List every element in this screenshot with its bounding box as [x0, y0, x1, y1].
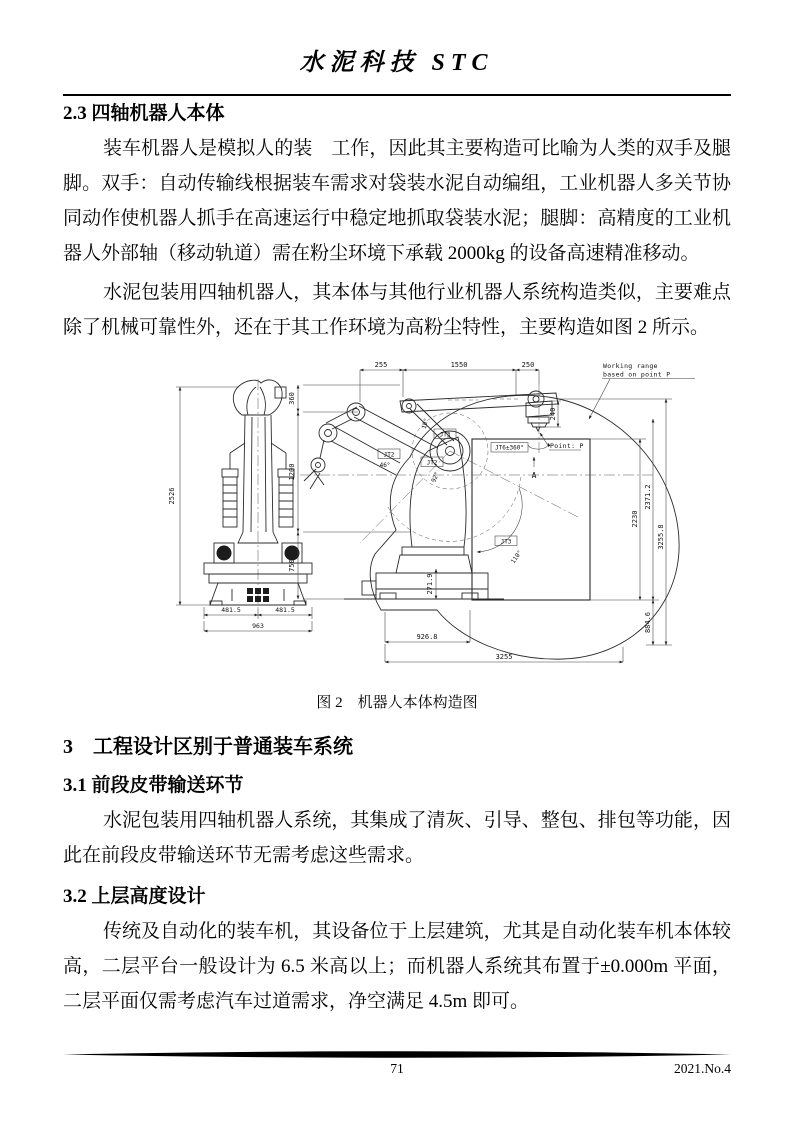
paragraph-2-3-a: 装车机器人是模拟人的装 工作，因此其主要构造可比喻为人类的双手及腿脚。双手：自动传输线根据装车需求对袋装水泥自动编组，工业机器人多关节协同动作使机器人抓手在高速运行中稳定地抓取袋装水泥；腿脚：高精度的工业机器人外部轴（移动轨道）需在粉尘环境下承载 2000kg 的设备高速精准移动。 [63, 138, 731, 264]
dim-top-250: 250 [521, 361, 535, 369]
section-heading-2-3: 2.3 四轴机器人本体 [63, 103, 225, 124]
dim-left-750: 750 [288, 559, 296, 572]
header-divider [63, 94, 731, 96]
dim-base-right: 481.5 [275, 606, 295, 614]
dim-right-884: 884.6 [644, 611, 652, 634]
label-jt2-right-angle: 92° [430, 470, 442, 484]
label-working-range-2: based on point P [603, 370, 671, 379]
footer-divider [63, 1051, 731, 1059]
dim-base-left: 481.5 [221, 606, 241, 614]
dim-left-1200: 1200 [288, 463, 296, 481]
label-jt3-top: JT3 [439, 431, 451, 439]
dim-top-1550: 1550 [450, 361, 468, 369]
dim-wrist-240: 240 [549, 407, 557, 421]
robot-front-view-drawing [204, 379, 312, 609]
label-jt3-lower: JT3 [500, 538, 512, 546]
issue-number: 2021.No.4 [674, 1061, 731, 1076]
dim-bottom-926: 926.8 [416, 633, 438, 641]
figure-2 [63, 357, 731, 687]
journal-title: 水泥科技 STC [299, 50, 494, 76]
section-heading-3-2: 3.2 上层高度设计 [63, 886, 206, 907]
dim-right-3255-8: 3255.8 [657, 524, 665, 550]
label-jt2-right: JT2 [426, 459, 438, 467]
paragraph-3-2: 传统及自动化的装车机，其设备位于上层建筑，尤其是自动化装车机本体较高，二层平台一般设计为 6.5 米高以上；而机器人系统其布置于±0.000m 平面，二层平面仅需考虑汽车过道需求，净空满足 4.5m 即可。 [63, 921, 731, 1012]
label-jt2-left: JT2 [383, 451, 395, 459]
label-point-p: Point: P [550, 442, 584, 450]
label-jt2-left-angle: 46° [379, 462, 391, 469]
dimension-lines [176, 370, 695, 662]
label-jt3-lower-angle: 110° [509, 549, 524, 566]
paragraph-2-3-b: 水泥包装用四轴机器人，其本体与其他行业机器人系统构造类似，主要难点除了机械可靠性外，还在于其工作环境为高粉尘特性，主要构造如图 2 所示。 [63, 282, 731, 338]
robot-side-view-drawing [300, 385, 679, 659]
label-angle-10: 10° [420, 417, 431, 430]
dim-bottom-271: 271.9 [426, 573, 434, 595]
dim-base-width: 963 [252, 622, 264, 630]
label-jt6: JT6±360° [495, 444, 524, 452]
dim-right-2371: 2371.2 [644, 484, 652, 510]
footer [63, 1060, 731, 1080]
label-section-a: A [531, 471, 537, 480]
figure-2-robot-drawing [148, 357, 748, 687]
dim-top-255: 255 [374, 361, 388, 369]
page-number: 71 [390, 1061, 404, 1076]
section-heading-3: 3 工程设计区别于普通装车系统 [63, 736, 353, 758]
dim-right-2230: 2230 [631, 510, 639, 528]
label-working-range-1: Working range [603, 362, 658, 370]
dim-bottom-3255: 3255 [495, 653, 513, 661]
paragraph-3-1: 水泥包装用四轴机器人系统，其集成了清灰、引导、整包、排包等功能，因此在前段皮带输送环节无需考虑这些需求。 [63, 810, 731, 866]
dim-front-height: 2526 [168, 487, 176, 505]
section-heading-3-1: 3.1 前段皮带输送环节 [63, 775, 244, 796]
dim-left-360: 360 [288, 392, 296, 405]
page-content [63, 97, 731, 1019]
figure-2-caption: 图 2 机器人本体构造图 [316, 695, 478, 711]
